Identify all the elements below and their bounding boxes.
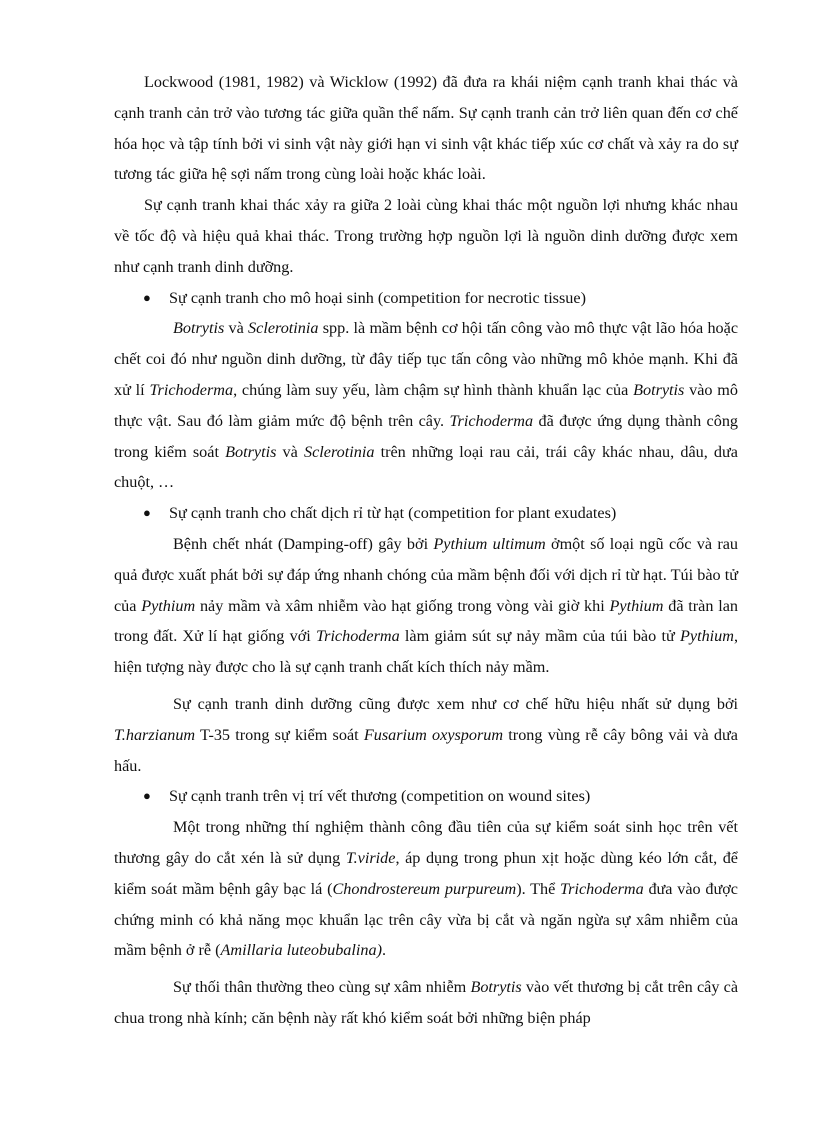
italic-term: Pythium ultimum: [433, 534, 546, 553]
text-run: vào vết thương bị cắt trên cây cà chua trong nhà kính; căn bệnh này rất khó kiểm soát bởi những biện pháp: [114, 978, 739, 1027]
bullet-icon: ●: [143, 289, 151, 305]
body-paragraph: [114, 812, 738, 966]
italic-term: Trichoderma: [560, 879, 644, 898]
italic-term: Sclerotinia: [248, 319, 319, 338]
italic-term: T.viride: [345, 848, 396, 867]
italic-term: Botrytis: [225, 442, 277, 461]
text-run: và: [276, 442, 304, 461]
body-paragraph: [114, 529, 738, 683]
text-run: nảy mầm và xâm nhiễm vào hạt giống trong vòng vài giờ khi: [195, 596, 610, 615]
text-run: ). Thể: [516, 879, 561, 898]
italic-term: Pythium: [141, 596, 196, 615]
bullet-heading: [114, 283, 738, 314]
italic-term: Amillaria luteobubalina): [220, 941, 382, 960]
italic-term: Botrytis: [173, 319, 225, 338]
text-run: làm giảm sút sự nảy mầm của túi bào tử: [399, 627, 680, 646]
text-run: Sự cạnh tranh khai thác xảy ra giữa 2 loài cùng khai thác một nguồn lợi nhưng khác nhau về tốc độ và hiệu quả khai thác. Trong trường hợp nguồn lợi là nguồn dinh dưỡng được xem như cạnh tranh dinh dưỡng.: [114, 196, 738, 276]
italic-term: Trichoderma: [149, 380, 234, 399]
body-paragraph: [114, 67, 738, 190]
text-run: Lockwood (1981, 1982) và Wicklow (1992) đã đưa ra khái niệm cạnh tranh khai thác và cạnh tranh cản trở vào tương tác giữa quần thể nấm. Sự cạnh tranh cản trở liên quan đến cơ chế hóa học và tập tính bởi vi sinh vật này giới hạn vi sinh vật khác tiếp xúc cơ chất và xảy ra do sự tương tác giữa hệ sợi nấm trong cùng loài hoặc khác loài.: [114, 73, 738, 184]
italic-term: Chondrostereum purpureum: [332, 879, 517, 898]
text-run: T-35 trong sự kiểm soát: [195, 725, 364, 744]
body-paragraph: [114, 972, 738, 1034]
text-run: , hiện tượng này được cho là sự cạnh tranh chất kích thích nảy mầm.: [114, 627, 738, 677]
text-run: Sự cạnh tranh trên vị trí vết thương (competition on wound sites): [169, 787, 591, 806]
italic-term: Pythium: [680, 627, 734, 646]
italic-term: T.harzianum: [114, 725, 196, 744]
text-run: Sự thối thân thường theo cùng sự xâm nhiễm: [173, 978, 471, 997]
text-run: Bệnh chết nhát (Damping-off) gây bởi: [173, 534, 434, 553]
text-run: và: [224, 319, 249, 338]
text-run: Một trong những thí nghiệm thành công đầu tiên của sự kiểm soát sinh học trên vết thương gây do cắt xén là sử dụng: [114, 818, 738, 867]
bullet-heading: [114, 498, 738, 529]
text-run: .: [381, 941, 387, 960]
text-run: trên những loại rau cải, trái cây khác nhau, dâu, dưa chuột, …: [114, 442, 738, 492]
italic-term: Fusarium oxysporum: [363, 725, 504, 744]
italic-term: Sclerotinia: [303, 442, 375, 461]
text-run: , chúng làm suy yếu, làm chậm sự hình thành khuẩn lạc của: [233, 380, 634, 399]
bullet-icon: ●: [143, 505, 151, 521]
italic-term: Pythium: [609, 596, 664, 615]
text-run: đã tràn lan trong đất. Xử lí hạt giống với: [114, 596, 738, 646]
body-paragraph: [114, 190, 738, 282]
text-run: đã được ứng dụng thành công trong kiểm soát: [114, 411, 739, 461]
text-run: Sự cạnh tranh cho chất dịch rỉ từ hạt (competition for plant exudates): [169, 504, 617, 523]
text-run: , áp dụng trong phun xịt hoặc dùng kéo lớn cắt, để kiểm soát mầm bệnh gây bạc lá (: [114, 848, 738, 898]
text-run: trong vùng rễ cây bông vải và dưa hấu.: [114, 725, 738, 775]
text-run: vào mô thực vật. Sau đó làm giảm mức độ bệnh trên cây.: [114, 380, 738, 430]
text-run: Sự cạnh tranh dinh dưỡng cũng được xem như cơ chế hữu hiệu nhất sử dụng bởi: [173, 694, 738, 713]
bullet-heading: [114, 781, 738, 812]
text-run: Sự cạnh tranh cho mô hoại sinh (competition for necrotic tissue): [169, 288, 586, 307]
italic-term: Botrytis: [633, 380, 685, 399]
text-run: đưa vào được chứng minh có khả năng mọc khuẩn lạc trên cây vừa bị cắt và ngăn ngừa sự xâm nhiễm của mầm bệnh ở rễ (: [114, 879, 738, 960]
body-paragraph: [114, 689, 738, 781]
italic-term: Trichoderma: [449, 411, 534, 430]
bullet-icon: ●: [143, 788, 151, 804]
body-paragraph: [114, 313, 738, 498]
text-run: ởmột số loại ngũ cốc và rau quả được xuất phát bởi sự đáp ứng nhanh chóng của mầm bệnh đối với dịch rỉ từ hạt. Túi bào tử của: [114, 534, 738, 615]
italic-term: Botrytis: [470, 978, 522, 997]
text-run: spp. là mầm bệnh cơ hội tấn công vào mô thực vật lão hóa hoặc chết coi đó như nguồn dinh dưỡng, từ đây tiếp tục tấn công vào những mô khỏe mạnh. Khi đã xử lí: [114, 319, 739, 399]
italic-term: Trichoderma: [316, 627, 400, 646]
